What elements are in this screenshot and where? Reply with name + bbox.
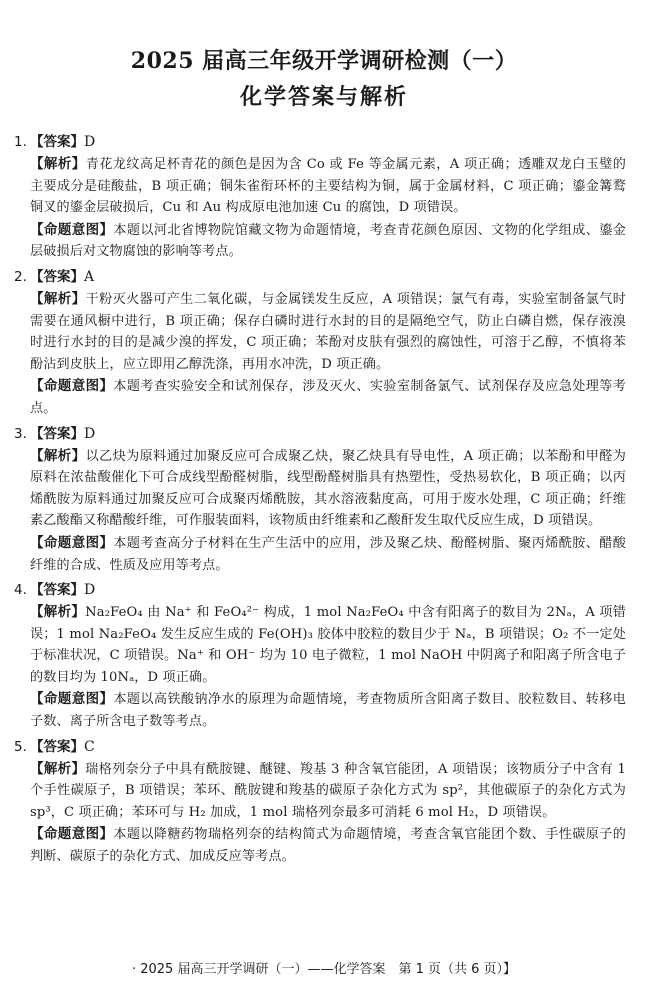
intent-paragraph [30, 689, 626, 732]
page-footer: · 2025 届高三开学调研（一）——化学答案 第 1 页（共 6 页）】 [131, 962, 517, 977]
analysis-tag: 【解析】 [30, 447, 86, 464]
answer-line [14, 424, 626, 445]
answer-line [14, 132, 626, 153]
answer-line [14, 267, 626, 288]
analysis-text: 青花龙纹高足杯青花的颜色是因为含 Co 或 Fe 等金属元素，A 项正确；透雕双龙白玉璧的主要成分是硅酸盐，B 项正确；铜朱雀衔环杯的主要结构为铜，属于金属材料，C 项正确；鎏金篝鹜铜叉的鎏金层破损后，Cu 和 Au 构成原电池加速 Cu 的腐蚀，D 项错误。 [30, 157, 626, 216]
analysis-tag: 【解析】 [30, 760, 86, 777]
answer-tag: 【答案】 [30, 738, 84, 755]
question-item [14, 267, 626, 420]
answer-tag: 【答案】 [30, 425, 84, 442]
intent-tag: 【命题意图】 [30, 691, 114, 708]
intent-text: 本题考查高分子材料在生产生活中的应用，涉及聚乙炔、酚醛树脂、聚丙烯酰胺、醋酸纤维的合成、性质及应用等考点。 [30, 535, 626, 573]
page-subtitle: 化学答案与解析 [239, 84, 408, 110]
question-item [14, 580, 626, 733]
analysis-paragraph [30, 602, 626, 688]
question-item [14, 737, 626, 868]
analysis-paragraph [30, 154, 626, 219]
analysis-paragraph [30, 289, 626, 375]
analysis-paragraph [30, 446, 626, 532]
answer-value: A [84, 268, 95, 285]
answer-value: D [84, 425, 96, 442]
intent-paragraph [30, 220, 626, 263]
analysis-tag: 【解析】 [30, 156, 86, 172]
question-item [14, 424, 626, 577]
question-number: 5. [14, 738, 27, 755]
answer-line [14, 580, 626, 601]
intent-paragraph [30, 376, 626, 419]
answer-tag: 【答案】 [30, 268, 84, 285]
intent-tag: 【命题意图】 [30, 378, 114, 395]
analysis-text: 瑞格列奈分子中具有酰胺键、醚键、羧基 3 种含氧官能团，A 项错误；该物质分子中含有 1 个手性碳原子，B 项错误；苯环、酰胺键和羧基的碳原子杂化方式为 sp²，其他碳原子的杂化方式为 sp³，C 项正确；苯环可与 H₂ 加成，1 mol 瑞格列奈最多可消耗 6 mol H₂，D 项错误。 [30, 761, 626, 820]
analysis-text: Na₂FeO₄ 由 Na⁺ 和 FeO₄²⁻ 构成，1 mol Na₂FeO₄ 中含有阳离子的数目为 2Nₐ，A 项错误；1 mol Na₂FeO₄ 发生反应生成的 Fe(OH)₃ 胶体中胶粒的数目少于 Nₐ，B 项错误；O₂ 不一定处于标准状况，C 项错误。Na⁺ 和 OH⁻ 均为 10 电子微粒，1 mol NaOH 中阴离子和阳离子所含电子的数目均为 10Nₐ，D 项正确。 [30, 605, 627, 685]
intent-text: 本题以河北省博物院馆藏文物为命题情境，考查青花颜色原因、文物的化学组成、鎏金层破损后对文物腐蚀的影响等考点。 [30, 222, 626, 260]
answer-value: D [84, 134, 96, 150]
intent-tag: 【命题意图】 [30, 221, 114, 238]
intent-paragraph [30, 824, 626, 867]
intent-paragraph [30, 533, 626, 576]
answer-value: C [84, 738, 95, 755]
question-item [14, 132, 626, 263]
intent-tag: 【命题意图】 [30, 534, 114, 551]
intent-text: 本题以降糖药物瑞格列奈的结构简式为命题情境，考查含氧官能团个数、手性碳原子的判断、碳原子的杂化方式、加成反应等考点。 [30, 827, 626, 865]
answer-line [14, 737, 626, 758]
analysis-paragraph [30, 759, 626, 824]
question-number: 4. [14, 582, 27, 599]
answer-tag: 【答案】 [30, 582, 84, 599]
question-number: 3. [14, 425, 27, 442]
analysis-tag: 【解析】 [30, 290, 86, 307]
analysis-tag: 【解析】 [30, 604, 86, 621]
analysis-text: 干粉灭火器可产生二氧化碳，与金属镁发生反应，A 项错误；氯气有毒，实验室制备氯气时需要在通风橱中进行，B 项正确；保存白磷时进行水封的目的是隔绝空气，防止白磷自燃，保存液溴时进行水封的目的是减少溴的挥发，C 项正确；苯酚对皮肤有强烈的腐蚀性，可溶于乙醇，不慎将苯酚沾到皮肤上，应立即用乙醇洗涤，再用水冲洗，D 项正确。 [30, 291, 626, 372]
question-number: 1. [14, 134, 27, 150]
analysis-text: 以乙炔为原料通过加聚反应可合成聚乙炔，聚乙炔具有导电性，A 项正确；以苯酚和甲醛为原料在浓盐酸催化下可合成线型酚醛树脂，线型酚醛树脂具有热塑性，受热易软化，B 项正确；以丙烯酰胺为原料通过加聚反应可合成聚丙烯酰胺，其水溶液黏度高，可用于废水处理，C 项正确；纤维素乙酸酯又称醋酸纤维，可作服装面料，该物质由纤维素和乙酸酐发生取代反应生成，D 项错误。 [30, 448, 626, 529]
intent-tag: 【命题意图】 [30, 826, 114, 843]
answer-value: D [84, 582, 96, 599]
answer-tag: 【答案】 [30, 134, 84, 150]
intent-text: 本题考查实验安全和试剂保存，涉及灭火、实验室制备氯气、试剂保存及应急处理等考点。 [30, 379, 626, 416]
question-number: 2. [14, 268, 27, 285]
answers-list [14, 132, 626, 872]
intent-text: 本题以高铁酸钠净水的原理为命题情境，考查物质所含阳离子数目、胶粒数目、转移电子数、离子所含电子数等考点。 [30, 692, 626, 730]
page-title: 2025 届高三年级开学调研检测（一） [130, 48, 518, 74]
